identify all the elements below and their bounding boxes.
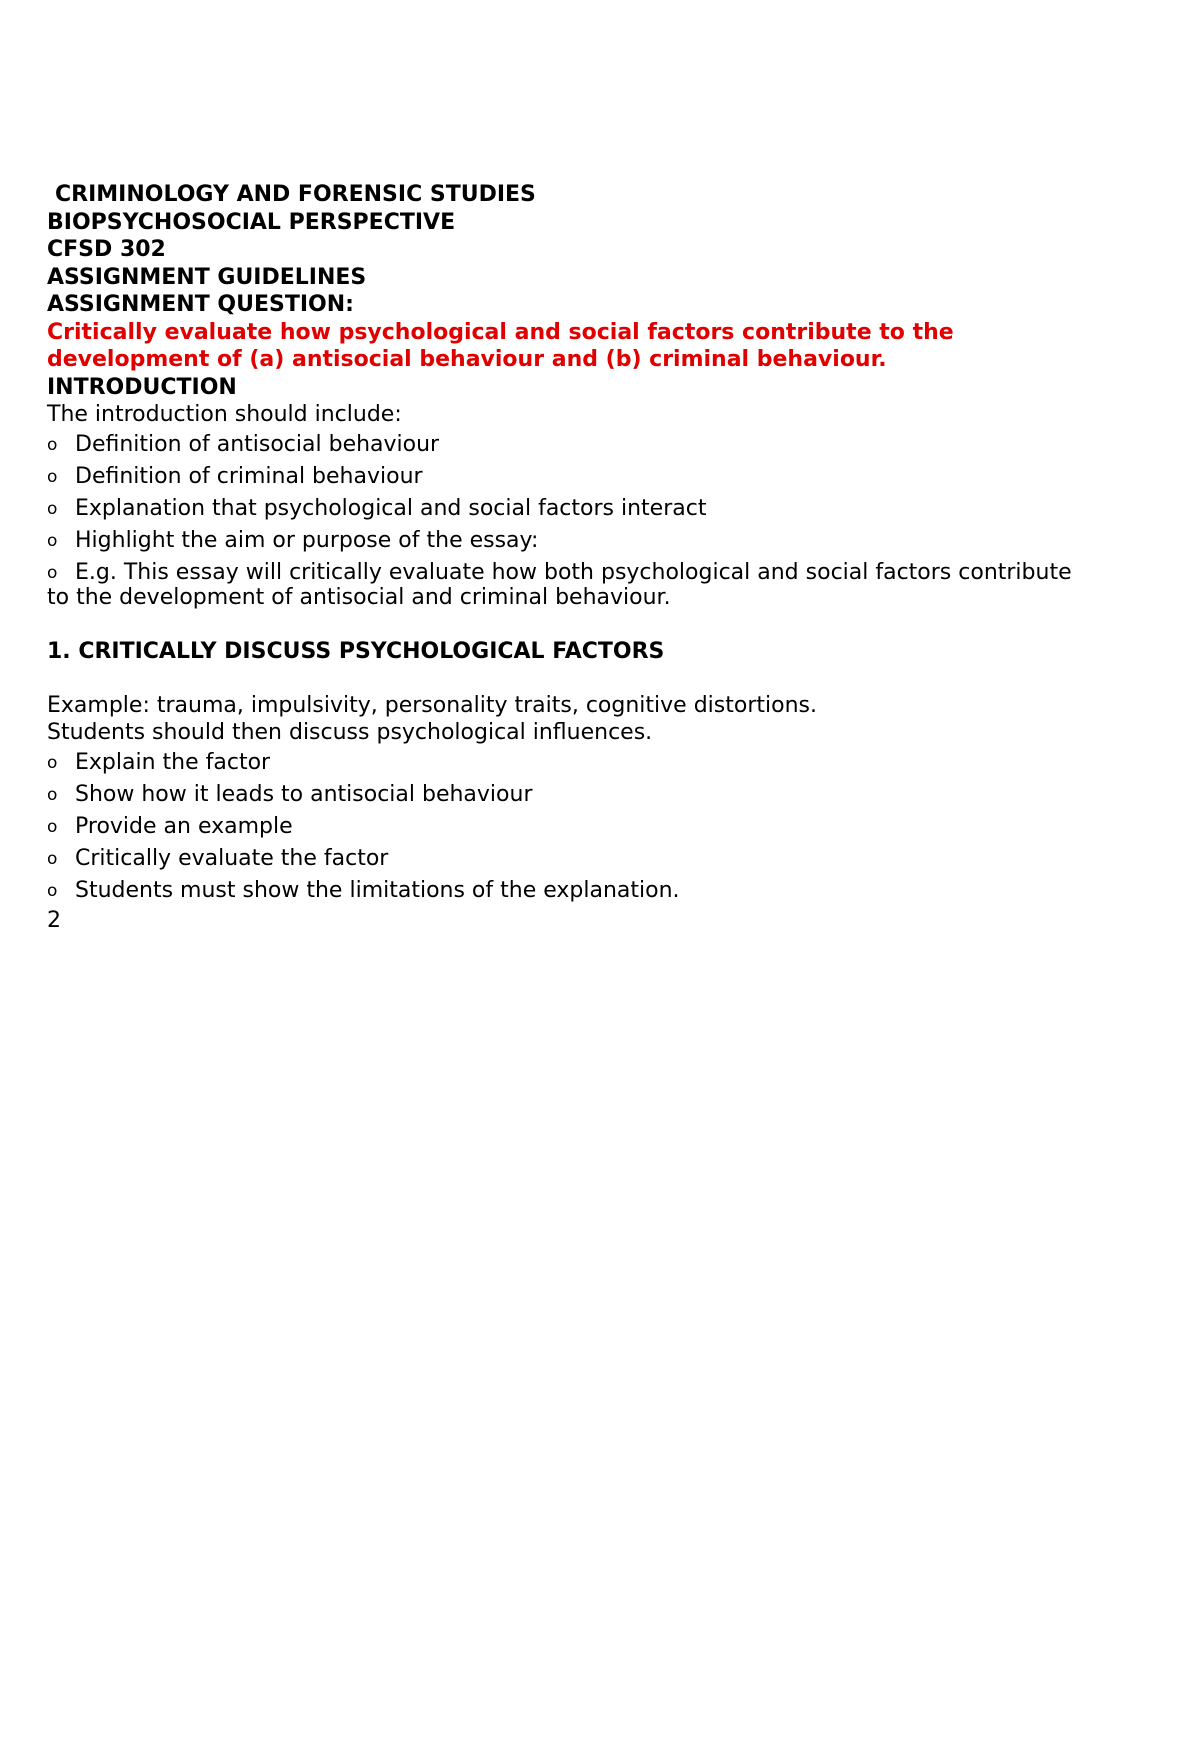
assignment-question-line-1: Critically evaluate how psychological and social factors contribute to the [47,319,954,345]
list-item-text: Definition of criminal behaviour [75,463,423,489]
bullet-icon: o [47,466,58,487]
bullet-icon: o [47,562,58,583]
list-item [47,779,1157,811]
list-item [47,747,1157,779]
course-title-heading: BIOPSYCHOSOCIAL PERSPECTIVE [47,209,456,235]
list-item [47,493,1157,525]
bullet-icon: o [47,848,58,869]
list-item-text: Definition of antisocial behaviour [75,431,440,457]
list-item [47,875,1157,907]
section-1-lead: Students should then discuss psychological influences. [47,720,653,745]
list-item-text: Explain the factor [75,749,271,775]
bullet-icon: o [47,498,58,519]
bullet-icon: o [47,530,58,551]
list-item [47,843,1157,875]
bullet-icon: o [47,434,58,455]
list-item-text: Provide an example [75,813,293,839]
assignment-guidelines-heading: ASSIGNMENT GUIDELINES [47,264,367,290]
assignment-question-heading: ASSIGNMENT QUESTION: [47,292,354,317]
bullet-icon: o [47,816,58,837]
list-item-text: Critically evaluate the factor [75,845,389,871]
bullet-icon: o [47,880,58,901]
document-page [47,181,1157,934]
section-1-list [47,747,1157,907]
assignment-question-line-2: development of (a) antisocial behaviour and (b) criminal behaviour. [47,347,887,372]
list-item-text: Students must show the limitations of the explanation. [75,877,680,903]
list-item [47,811,1157,843]
section-1-heading: 1. CRITICALLY DISCUSS PSYCHOLOGICAL FACTORS [47,639,665,664]
list-item [47,525,1157,557]
course-code-heading: CFSD 302 [47,237,166,262]
list-item-text: E.g. This essay will critically evaluate how both psychological and social factors contribute [75,559,1072,585]
list-item [47,461,1157,493]
list-item-text: Show how it leads to antisocial behaviour [75,781,533,807]
section-1-example: Example: trauma, impulsivity, personality traits, cognitive distortions. [47,692,817,718]
list-item [47,557,1157,589]
introduction-list [47,429,1157,589]
course-department-heading: CRIMINOLOGY AND FORENSIC STUDIES [55,182,536,207]
page-number: 2 [47,907,61,933]
example-continuation: to the development of antisocial and criminal behaviour. [47,584,671,610]
bullet-icon: o [47,784,58,805]
bullet-icon: o [47,752,58,773]
list-item-text: Explanation that psychological and social factors interact [75,495,707,521]
list-item [47,429,1157,461]
list-item-text: Highlight the aim or purpose of the essay: [75,527,539,553]
introduction-lead: The introduction should include: [47,402,402,427]
introduction-heading: INTRODUCTION [47,374,237,400]
